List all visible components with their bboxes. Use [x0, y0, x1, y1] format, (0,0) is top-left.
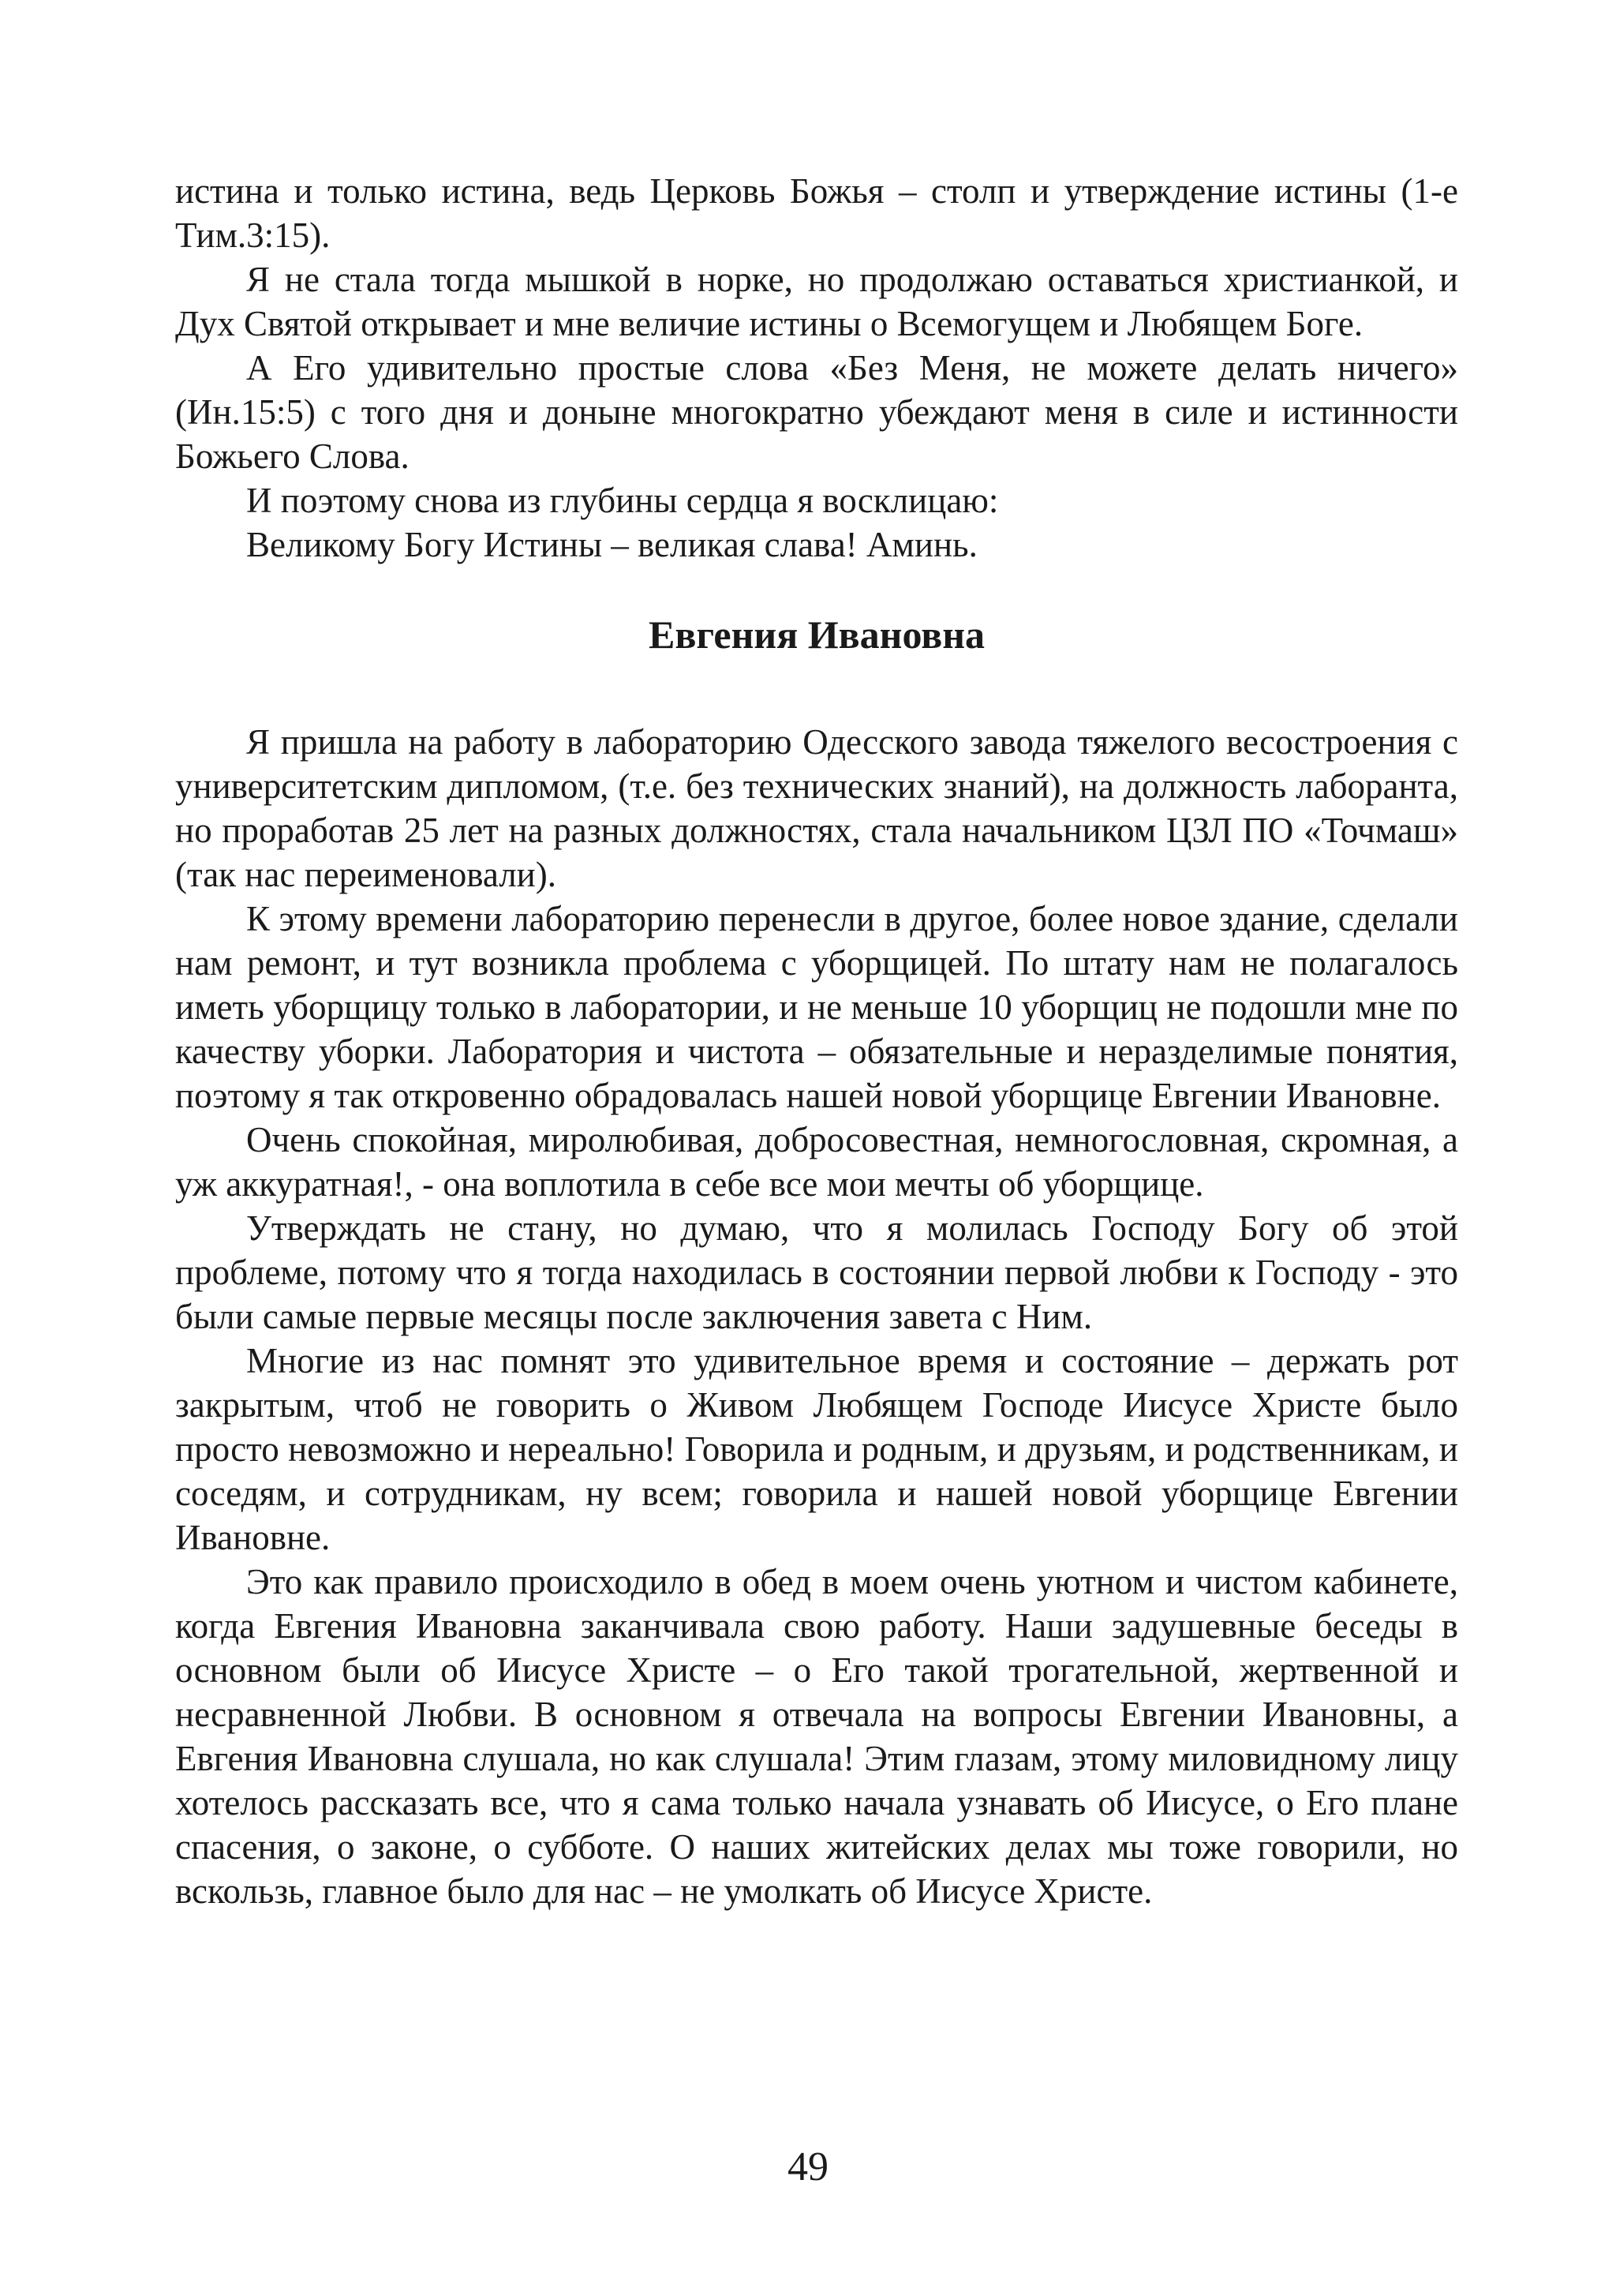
paragraph: Я не стала тогда мышкой в норке, но продолжаю оставаться христианкой, и Дух Святой открывает и мне величие истины о Всемогущем и Любящем Боге. — [175, 260, 1458, 343]
page-number: 49 — [787, 2144, 829, 2189]
paragraph: Великому Богу Истины – великая слава! Аминь. — [246, 525, 978, 564]
paragraph: К этому времени лабораторию перенесли в другое, более новое здание, сделали нам ремонт, и тут возникла проблема с уборщицей. По штату нам не полагалось иметь уборщицу только в лаборатории, и не меньше 10 уборщиц не подошли мне по качеству уборки. Лаборатория и чистота – обязательные и неразделимые понятия, поэтому я так откровенно обрадовалась нашей новой уборщице Евгении Ивановне. — [175, 899, 1458, 1115]
paragraph-continued: истина и только истина, ведь Церковь Божья – столп и утверждение истины (1-е Тим.3:15). — [175, 171, 1458, 255]
paragraph: Это как правило происходило в обед в моем очень уютном и чистом кабинете, когда Евгения Ивановна заканчивала свою работу. Наши задушевные беседы в основном были об Иисусе Христе – о Его такой трогательной, жертвенной и несравненной Любви. В основном я отвечала на вопросы Евгении Ивановны, а Евгения Ивановна слушала, но как слушала! Этим глазам, этому миловидному лицу хотелось рассказать все, что я сама только начала узнавать об Иисусе, о Его плане спасения, о законе, о субботе. О наших житейских делах мы тоже говорили, но вскользь, главное было для нас – не умолкать об Иисусе Христе. — [175, 1562, 1458, 1911]
paragraph: Я пришла на работу в лабораторию Одесского завода тяжелого весостроения с университетским дипломом, (т.е. без технических знаний), на должность лаборанта, но проработав 25 лет на разных должностях, стала начальником ЦЗЛ ПО «Точмаш» (так нас переименовали). — [175, 722, 1458, 894]
paragraph: Очень спокойная, миролюбивая, добросовестная, немногословная, скромная, а уж аккуратная!, - она воплотила в себе все мои мечты об уборщице. — [175, 1120, 1458, 1204]
section-title: Евгения Ивановна — [648, 612, 986, 657]
page-body — [175, 169, 1458, 1913]
paragraph: Многие из нас помнят это удивительное время и состояние – держать рот закрытым, чтоб не говорить о Живом Любящем Господе Иисусе Христе было просто невозможно и нереально! Говорила и родным, и друзьям, и родственникам, и соседям, и сотрудникам, ну всем; говорила и нашей новой уборщице Евгении Ивановне. — [175, 1341, 1458, 1557]
paragraph: И поэтому снова из глубины сердца я восклицаю: — [246, 481, 999, 520]
paragraph: Утверждать не стану, но думаю, что я молилась Господу Богу об этой проблеме, потому что я тогда находилась в состоянии первой любви к Господу - это были самые первые месяцы после заключения завета с Ним. — [175, 1208, 1458, 1336]
paragraph: А Его удивительно простые слова «Без Меня, не можете делать ничего» (Ин.15:5) с того дня и доныне многократно убеждают меня в силе и истинности Божьего Слова. — [175, 348, 1458, 476]
